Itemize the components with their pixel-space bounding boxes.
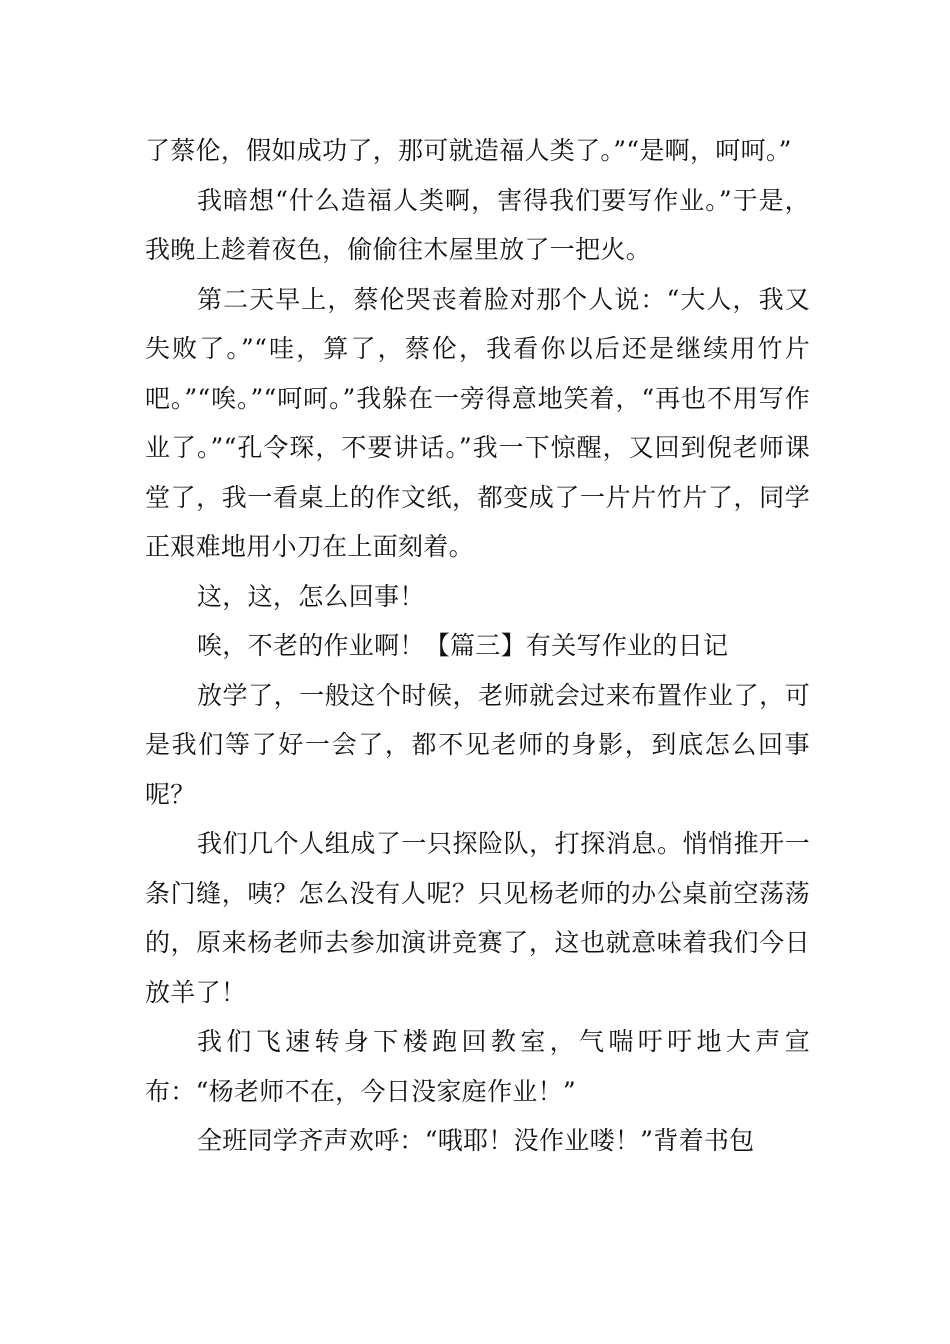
paragraph-1: 了蔡伦，假如成功了，那可就造福人类了。”“是啊，呵呵。” (145, 136, 792, 165)
paragraph-3: 第二天早上，蔡伦哭丧着脸对那个人说：“大人，我又失败了。”“哇，算了，蔡伦，我看你以后还是继续用竹片吧。”“唉。”“呵呵。”我躲在一旁得意地笑着，“再也不用写作业了。”“孔令琛，不要讲话。”我一下惊醒，又回到倪老师课堂了，我一看桌上的作文纸，都变成了一片片竹片了，同学正艰难地用小刀在上面刻着。 (145, 284, 810, 561)
paragraph-7: 我们几个人组成了一只探险队，打探消息。悄悄推开一条门缝，咦？怎么没有人呢？只见杨老师的办公桌前空荡荡的，原来杨老师去参加演讲竞赛了，这也就意味着我们今日放羊了！ (145, 829, 810, 1007)
paragraph-2: 我暗想“什么造福人类啊，害得我们要写作业。”于是，我晚上趁着夜色，偷偷往木屋里放了一把火。 (145, 185, 810, 264)
paragraph-6: 放学了，一般这个时候，老师就会过来布置作业了，可是我们等了好一会了，都不见老师的身影，到底怎么回事呢？ (145, 680, 810, 809)
paragraph-4: 这，这，怎么回事！ (197, 581, 425, 611)
paragraph-8: 我们飞速转身下楼跑回教室，气喘吁吁地大声宣布：“杨老师不在，今日没家庭作业！” (145, 1027, 810, 1106)
paragraph-5: 唉，不老的作业啊！【篇三】有关写作业的日记 (197, 631, 729, 660)
paragraph-9: 全班同学齐声欢呼：“哦耶！没作业喽！”背着书包 (197, 1126, 755, 1155)
document-body (145, 126, 810, 1166)
